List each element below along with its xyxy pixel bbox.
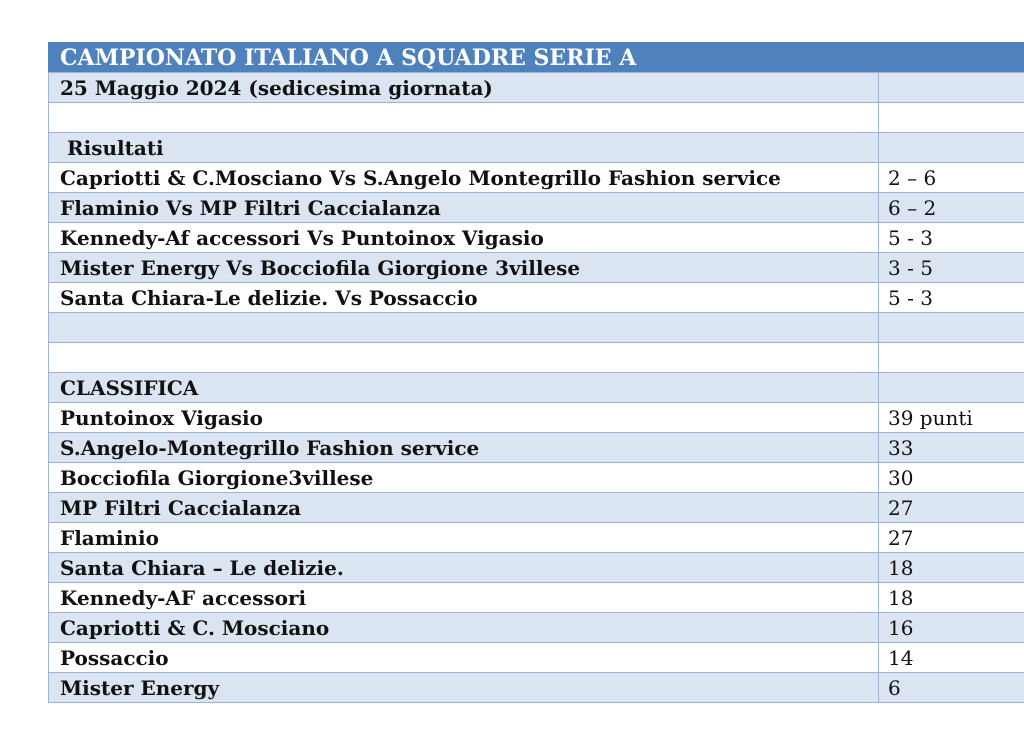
result-match: Kennedy-Af accessori Vs Puntoinox Vigasio (49, 223, 879, 253)
spacer-row (49, 343, 1024, 373)
standing-points: 27 (879, 523, 1024, 553)
standing-team: Capriotti & C. Mosciano (49, 613, 879, 643)
result-row (49, 223, 1024, 253)
result-score: 2 – 6 (879, 163, 1024, 193)
standing-row (49, 403, 1024, 433)
standing-row (49, 493, 1024, 523)
result-match: Santa Chiara-Le delizie. Vs Possaccio (49, 283, 879, 313)
result-match: Flaminio Vs MP Filtri Caccialanza (49, 193, 879, 223)
standings-heading-row (49, 373, 1024, 403)
standing-points: 39 punti (879, 403, 1024, 433)
results-heading-row (49, 133, 1024, 163)
standing-team: Mister Energy (49, 673, 879, 703)
spacer-cell (879, 343, 1024, 373)
spacer-cell (879, 313, 1024, 343)
results-table (48, 42, 1024, 703)
standing-points: 18 (879, 583, 1024, 613)
result-row (49, 163, 1024, 193)
date-row (49, 73, 1024, 103)
standing-row (49, 643, 1024, 673)
result-score: 5 - 3 (879, 223, 1024, 253)
standing-row (49, 523, 1024, 553)
table-title: CAMPIONATO ITALIANO A SQUADRE SERIE A (49, 43, 879, 73)
results-heading-empty-cell (879, 133, 1024, 163)
match-date: 25 Maggio 2024 (sedicesima giornata) (49, 73, 879, 103)
standings-heading-empty-cell (879, 373, 1024, 403)
standing-team: Bocciofila Giorgione3villese (49, 463, 879, 493)
spacer-row (49, 313, 1024, 343)
spacer-cell (49, 313, 879, 343)
results-heading: Risultati (49, 133, 879, 163)
standing-points: 16 (879, 613, 1024, 643)
standing-points: 14 (879, 643, 1024, 673)
standing-row (49, 463, 1024, 493)
standing-team: Puntoinox Vigasio (49, 403, 879, 433)
standing-team: Kennedy-AF accessori (49, 583, 879, 613)
standing-points: 30 (879, 463, 1024, 493)
result-match: Mister Energy Vs Bocciofila Giorgione 3villese (49, 253, 879, 283)
standing-row (49, 433, 1024, 463)
standing-team: Flaminio (49, 523, 879, 553)
standing-row (49, 613, 1024, 643)
result-row (49, 253, 1024, 283)
standing-team: S.Angelo-Montegrillo Fashion service (49, 433, 879, 463)
result-score: 3 - 5 (879, 253, 1024, 283)
standing-team: MP Filtri Caccialanza (49, 493, 879, 523)
result-row (49, 283, 1024, 313)
standing-team: Possaccio (49, 643, 879, 673)
standing-team: Santa Chiara – Le delizie. (49, 553, 879, 583)
standing-points: 6 (879, 673, 1024, 703)
spacer-cell (879, 103, 1024, 133)
standing-points: 27 (879, 493, 1024, 523)
standing-points: 33 (879, 433, 1024, 463)
date-row-empty-cell (879, 73, 1024, 103)
standing-row (49, 553, 1024, 583)
result-match: Capriotti & C.Mosciano Vs S.Angelo Montegrillo Fashion service (49, 163, 879, 193)
standing-row (49, 583, 1024, 613)
standing-points: 18 (879, 553, 1024, 583)
standings-heading: CLASSIFICA (49, 373, 879, 403)
result-score: 5 - 3 (879, 283, 1024, 313)
spacer-cell (49, 103, 879, 133)
result-score: 6 – 2 (879, 193, 1024, 223)
standing-row (49, 673, 1024, 703)
result-row (49, 193, 1024, 223)
spacer-cell (49, 343, 879, 373)
title-row (49, 43, 1024, 73)
title-row-empty-cell (879, 43, 1024, 73)
spacer-row (49, 103, 1024, 133)
